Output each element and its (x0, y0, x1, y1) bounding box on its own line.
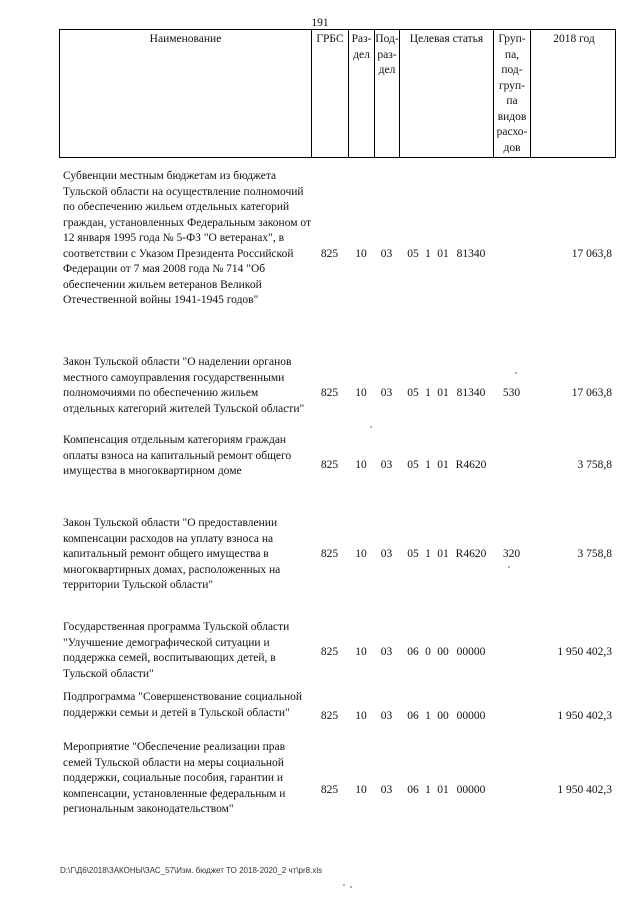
row-target-event: 01 (437, 248, 449, 260)
row-name: Государственная программа Тульской области "Улучшение демографической ситуации и поддержка семей, воспитывающих детей, в Тульской области" (63, 621, 290, 680)
row-group: 320 (502, 548, 521, 560)
table-row (59, 355, 616, 433)
row-target-code: 81340 (456, 387, 486, 399)
header-target: Целевая статья (400, 30, 494, 157)
row-target-code: 81340 (456, 248, 486, 260)
scan-speck (515, 372, 517, 374)
row-target-program: 05 (407, 548, 419, 560)
row-target-subprogram: 1 (425, 459, 431, 471)
row-razdel: 10 (355, 548, 367, 560)
row-target-code: 00000 (456, 710, 486, 722)
row-target-event: 01 (437, 387, 449, 399)
row-target-program: 05 (407, 248, 419, 260)
row-grbs: 825 (320, 784, 339, 796)
row-amount: 17 063,8 (571, 248, 612, 260)
row-podrazdel: 03 (380, 646, 393, 658)
row-podrazdel: 03 (380, 248, 393, 260)
row-razdel: 10 (355, 248, 367, 260)
row-razdel: 10 (355, 784, 367, 796)
row-grbs: 825 (320, 459, 339, 471)
row-amount: 3 758,8 (577, 548, 612, 560)
row-target-program: 06 (407, 710, 419, 722)
row-amount: 1 950 402,3 (557, 710, 612, 722)
row-target-subprogram: 1 (425, 248, 431, 260)
row-target-subprogram: 1 (425, 387, 431, 399)
scan-speck (350, 886, 352, 888)
row-target-program: 05 (407, 387, 419, 399)
table-row (59, 433, 616, 497)
row-name: Закон Тульской области "О предоставлении компенсации расходов на уплату взноса на капитальный ремонт общего имущества в многоквартирных домах, расположенных на территории Тульской области" (63, 517, 281, 591)
header-podrazdel: Под- раз- дел (375, 30, 400, 157)
row-target-program: 05 (407, 459, 419, 471)
table-row (59, 690, 616, 738)
row-name: Субвенции местным бюджетам из бюджета Тульской области на осуществление полномочий по обеспечению жильем отдельных категорий граждан, установленных Федеральным законом от 12 января 1995 года № 5-ФЗ "О ветеранах", в соответствии с Указом Президента Российской Федерации от 7 мая 2008 года № 714 "Об обеспечении жильем ветеранов Великой Отечественной войны 1941-1945 годов" (63, 170, 312, 306)
row-target-subprogram: 1 (425, 548, 431, 560)
row-podrazdel: 03 (380, 784, 393, 796)
page-number: 191 (311, 17, 329, 29)
row-razdel: 10 (355, 387, 367, 399)
header-group: Груп- па, под- груп- па видов расхо- дов (494, 30, 531, 157)
row-podrazdel: 03 (380, 459, 393, 471)
row-target-program: 06 (407, 784, 419, 796)
row-name: Мероприятие "Обеспечение реализации прав семей Тульской области на меры социальной поддержки, социальные пособия, гарантии и компенсации, установленные федеральным и региональным законодательством" (63, 741, 286, 815)
scan-speck (343, 884, 345, 886)
row-target-program: 06 (407, 646, 419, 658)
footer-file-path: D:\Г\Д6\2018\ЗАКОНЫ\ЗАС_57\Изм. бюджет ТО 2018-2020_2 чт\pr8.xls (60, 866, 323, 875)
row-target-event: 01 (437, 548, 449, 560)
header-grbs: ГРБС (312, 30, 349, 157)
row-grbs: 825 (320, 646, 339, 658)
row-target-subprogram: 1 (425, 710, 431, 722)
row-target-event: 00 (437, 646, 449, 658)
row-razdel: 10 (355, 646, 367, 658)
table-header (59, 29, 616, 158)
row-podrazdel: 03 (380, 710, 393, 722)
row-target-code: R4620 (455, 548, 487, 560)
header-razdel: Раз- дел (349, 30, 375, 157)
row-target-code: 00000 (456, 784, 486, 796)
row-podrazdel: 03 (380, 548, 393, 560)
table-row (59, 620, 616, 684)
row-podrazdel: 03 (380, 387, 393, 399)
row-grbs: 825 (320, 710, 339, 722)
row-amount: 3 758,8 (577, 459, 612, 471)
header-year: 2018 год (553, 33, 595, 45)
row-amount: 17 063,8 (571, 387, 612, 399)
row-group: 530 (502, 387, 521, 399)
row-target-code: R4620 (455, 459, 487, 471)
row-amount: 1 950 402,3 (557, 646, 612, 658)
table-row (59, 169, 616, 341)
row-target-subprogram: 1 (425, 784, 431, 796)
row-grbs: 825 (320, 248, 339, 260)
table-row (59, 516, 616, 596)
row-target-event: 01 (437, 784, 449, 796)
row-grbs: 825 (320, 548, 339, 560)
row-razdel: 10 (355, 710, 367, 722)
header-name: Наименование (60, 30, 312, 157)
row-amount: 1 950 402,3 (557, 784, 612, 796)
scan-speck (508, 566, 510, 568)
scan-speck (370, 426, 372, 428)
row-name: Подпрограмма "Совершенствование социальной поддержки семьи и детей в Тульской области" (63, 691, 303, 719)
row-razdel: 10 (355, 459, 367, 471)
row-name: Закон Тульской области "О наделении органов местного самоуправления государственными полномочиями по обеспечению жильем отдельных категорий жителей Тульской области" (63, 356, 305, 415)
row-target-event: 01 (437, 459, 449, 471)
row-grbs: 825 (320, 387, 339, 399)
table-row (59, 740, 616, 836)
row-name: Компенсация отдельным категориям граждан оплаты взноса на капитальный ремонт общего имущества в многоквартирном доме (63, 434, 292, 477)
row-target-subprogram: 0 (425, 646, 431, 658)
row-target-event: 00 (437, 710, 449, 722)
row-target-code: 00000 (456, 646, 486, 658)
